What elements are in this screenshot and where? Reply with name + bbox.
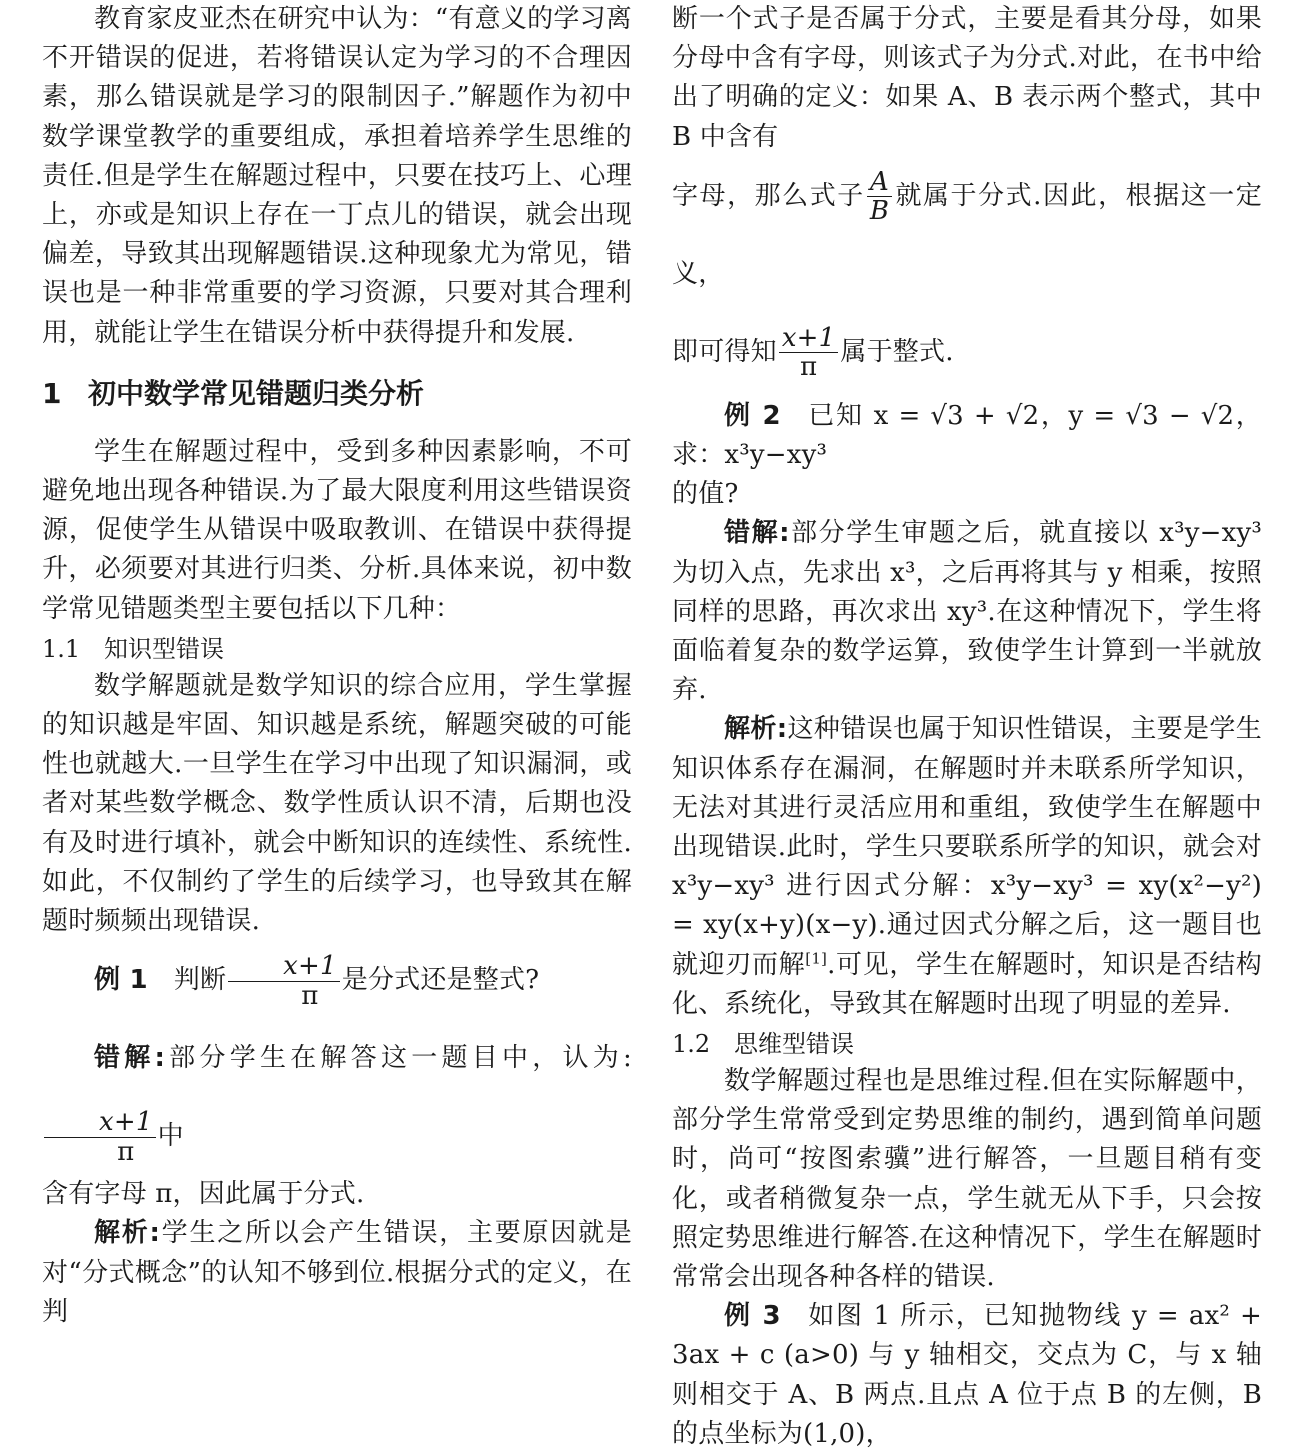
analysis-label: 解析: [724,714,788,745]
wrong-solution-1-continued: 含有字母 π，因此属于分式. [42,1179,365,1210]
conclusion-text-end: 属于整式. [840,336,954,367]
fraction-numerator: A [867,168,892,198]
fraction-denominator: B [869,196,890,227]
left-column [42,0,632,1332]
wrong-text-end: 中 [157,1121,184,1152]
subsection-1-2-heading [672,1026,1262,1062]
example-label: 例 3 [724,1301,781,1332]
citation-ref: [1] [805,949,828,967]
definition-text: 字母，那么式子 [672,180,865,211]
wrong-solution-2 [672,514,1262,710]
fraction-denominator: π [301,980,319,1011]
fraction-denominator: π [117,1136,135,1167]
section-1-heading [42,375,632,413]
analysis-2 [672,710,1262,1024]
wrong-solution-1 [42,1019,632,1175]
wrong-text: 部分学生在解答这一题目中，认为: [165,1043,633,1074]
definition-text-end: 就属于分式.因此，根据这一定义， [672,180,1262,289]
subsection-title: 知识型错误 [104,634,224,663]
example-text-end: 是分式还是整式? [341,965,540,996]
fraction-numerator: x+1 [779,324,839,354]
example-label: 例 2 [724,400,781,431]
example-text: 如图 1 所示，已知抛物线 y = ax² + 3ax + c (a>0) 与 y 轴相交，交点为 C，与 x 轴则相交于 A、B 两点.且点 A 位于点 B 的左侧，B 的点坐标为(1,0)， [672,1301,1262,1449]
intro-paragraph: 教育家皮亚杰在研究中认为：“有意义的学习离不开错误的促进，若将错误认定为学习的不合理因素，那么错误就是学习的限制因子.”解题作为初中数学课堂教学的重要组成，承担着培养学生思维的责任.但是学生在解题过程中，只要在技巧上、心理上，亦或是知识上存在一丁点儿的错误，就会出现偏差，导致其出现解题错误.这种现象尤为常见，错误也是一种非常重要的学习资源，只要对其合理利用，就能让学生在错误分析中获得提升和发展. [42,4,632,348]
thinking-error-paragraph: 数学解题过程也是思维过程.但在实际解题中，部分学生常常受到定势思维的制约，遇到简单问题时，尚可“按图索骥”进行解答，一旦题目稍有变化，或者稍微复杂一点，学生就无从下手，只会按照定势思维进行解答.在这种情况下，学生在解题时常常会出现各种各样的错误. [672,1066,1262,1293]
wrong-label: 错解: [94,1043,166,1074]
example-text: 判断 [173,965,227,996]
subsection-number: 1.2 [672,1030,711,1059]
analysis-text: 这种错误也属于知识性错误，主要是学生知识体系存在漏洞，在解题时并未联系所学知识，无法对其进行灵活应用和重组，致使学生在解题中出现错误.此时，学生只要联系所学的知识，就会对 x³y−xy³ 进行因式分解：x³y−xy³ = xy(x²−y²) = xy(x+y)(x−y).通过因式分解之后，这一题目也就迎刃而解 [672,714,1262,980]
wrong-label: 错解: [724,518,790,549]
fraction-numerator: x+1 [228,952,340,982]
conclusion-line [672,313,1262,391]
conclusion-text: 即可得知 [672,336,777,367]
example-label: 例 1 [94,965,148,996]
analysis-text-end: .可见，学生在解题时，知识是否结构化、系统化，导致其在解题时出现了明显的差异. [672,949,1262,1019]
analysis-1-continued: 断一个式子是否属于分式，主要是看其分母，如果分母中含有字母，则该式子为分式.对此，在书中给出了明确的定义：如果 A、B 表示两个整式，其中 B 中含有 [672,4,1262,152]
subsection-number: 1.1 [42,634,81,663]
wrong-text: 部分学生审题之后，就直接以 x³y−xy³ 为切入点，先求出 x³，之后再将其与 y 相乘，按照同样的思路，再次求出 xy³.在这种情况下，学生将面临着复杂的数学运算，致使学生计算到一半就放弃. [672,518,1262,706]
section-1-paragraph: 学生在解题过程中，受到多种因素影响，不可避免地出现各种错误.为了最大限度利用这些错误资源，促使学生从错误中吸取教训、在错误中获得提升，必须要对其进行归类、分析.具体来说，初中数学常见错题类型主要包括以下几种： [42,436,632,624]
definition-line [672,157,1262,313]
right-column [672,0,1262,1454]
knowledge-error-paragraph: 数学解题就是数学知识的综合应用，学生掌握的知识越是牢固、知识越是系统，解题突破的可能性也就越大.一旦学生在学习中出现了知识漏洞，或者对某些数学概念、数学性质认识不清，后期也没有及时进行填补，就会中断知识的连续性、系统性.如此，不仅制约了学生的后续学习，也导致其在解题时频频出现错误. [42,670,632,937]
fraction [779,324,839,382]
example-2-continued: 的值? [672,479,739,510]
section-number: 1 [42,376,62,410]
example-2 [672,397,1262,475]
analysis-text: 学生之所以会产生错误，主要原因就是对“分式概念”的认知不够到位.根据分式的定义，在判 [42,1218,633,1327]
fraction [228,952,340,1010]
fraction [44,1108,156,1166]
example-text: 已知 x = √3 + √2，y = √3 − √2，求：x³y−xy³ [672,400,1262,471]
example-1 [42,941,632,1019]
subsection-title: 思维型错误 [734,1030,854,1059]
fraction [867,168,892,226]
example-3 [672,1297,1262,1454]
fraction-denominator: π [799,352,818,383]
fraction-numerator: x+1 [44,1108,156,1138]
section-title: 初中数学常见错题归类分析 [88,376,425,410]
analysis-1 [42,1214,632,1332]
subsection-1-1-heading [42,631,632,667]
analysis-label: 解析: [94,1218,161,1249]
